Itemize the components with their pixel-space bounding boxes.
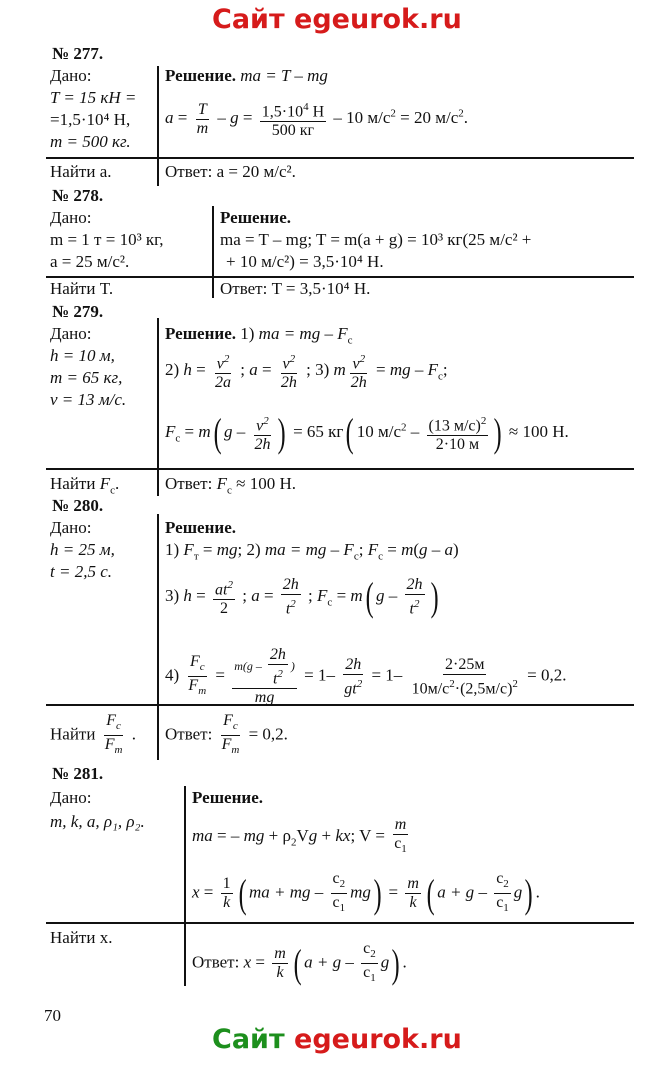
problem-278-answer: Ответ: T = 3,5·10⁴ Н. — [220, 279, 371, 298]
problem-278-solution-line-2: + 10 м/с²) = 3,5·10⁴ Н. — [226, 252, 384, 271]
problem-279-rule — [46, 468, 634, 470]
site-header-domain: egeurok.ru — [294, 4, 462, 35]
problem-280-solution-line-3: 4) $\frac{F_c}{F_т}$ = m(g – $\frac{2h}{t^2}$ ) mg = 1– $\frac{2h}{gt^2}$ = 1– $\frac{2\cdot 25м}{10м/с^2\cdot(2,5м/с)^2}$ = 0,2. — [165, 646, 567, 707]
problem-278-number: № 278. — [52, 186, 104, 205]
problem-277-find: Найти a. — [50, 162, 112, 181]
problem-281-solution-label: Решение. — [192, 788, 263, 807]
problem-279-number: № 279. — [52, 302, 104, 321]
problem-277-rule — [46, 157, 634, 159]
problem-280-given-2: t = 2,5 с. — [50, 562, 112, 581]
page-number: 70 — [44, 1006, 61, 1025]
problem-277-given-2: =1,5·10⁴ Н, — [50, 110, 131, 129]
problem-281-solution-line-1: ma = – mg + $\rho_2Vg$ + kx; V = $\frac{m}{c_1}$ — [192, 816, 407, 856]
problem-279-given-1: h = 10 м, — [50, 346, 115, 365]
site-footer-domain: egeurok.ru — [294, 1024, 462, 1055]
problem-280-solution-line-1: 1) $F_т$ = mg; 2) ma = mg – $F_c$; $F_c = m(g - a)$ — [165, 540, 459, 563]
problem-277-number: № 277. — [52, 44, 104, 63]
problem-279-solution-line-1: Решение. 1) ma = mg – $F_c$ — [165, 324, 353, 347]
problem-277-given-1: T = 15 кН = — [50, 88, 137, 107]
problem-278-find: Найти T. — [50, 279, 114, 298]
problem-280-given-1: h = 25 м, — [50, 540, 115, 559]
problem-279-answer: Ответ: $F_c \approx 100$ Н. — [165, 474, 296, 497]
problem-280-solution-line-2: 3) h = $\frac{at^2}{2}$ ; a = $\frac{2h}{t^2}$ ; $F_c = m$( g – $\frac{2h}{t^2}$ ) — [165, 574, 439, 620]
site-footer-prefix: Сайт — [212, 1024, 295, 1055]
problem-281-answer: Ответ: x = $\frac{m}{k}$ ( a + g – $\frac{c_2}{c_1}$ g) . — [192, 940, 407, 986]
problem-277-given-3: m = 500 кг. — [50, 132, 131, 151]
problem-279-solution-line-2: 2) h = $\frac{v^2}{2a}$ ; a = $\frac{v^2}{2h}$ ; 3) m $\frac{v^2}{2h}$ = mg – $F_c$; — [165, 350, 448, 392]
problem-279-given-2: m = 65 кг, — [50, 368, 123, 387]
site-header-prefix: Сайт — [212, 4, 295, 35]
problem-278-rule — [46, 276, 634, 278]
problem-278-given-label: Дано: — [50, 208, 92, 227]
site-footer — [212, 1024, 462, 1055]
problem-280-find: Найти $\frac{F_c}{F_т}$ . — [50, 712, 136, 757]
problem-279-given-label: Дано: — [50, 324, 92, 343]
problem-278-solution-line-1: ma = T – mg; T = m(a + g) = 10³ кг(25 м/с² + — [220, 230, 532, 249]
problem-279-find: Найти $F_c$. — [50, 474, 120, 497]
problem-278-given-2: a = 25 м/с². — [50, 252, 130, 271]
problem-281-solution-line-2: x = $\frac{1}{k}$ ( ma + mg – $\frac{c_2}{c_1}$ mg) = $\frac{m}{k}$ ( a + g – $\frac{c_2}{c_1}$ g) . — [192, 870, 540, 916]
problem-281-number: № 281. — [52, 764, 104, 783]
problem-280-divider — [157, 514, 159, 760]
problem-279-given-3: v = 13 м/с. — [50, 390, 127, 409]
problem-278-divider — [212, 206, 214, 298]
problem-280-answer: Ответ: $\frac{F_c}{F_т}$ = 0,2. — [165, 712, 288, 757]
problem-281-divider — [184, 786, 186, 986]
problem-279-solution-label: Решение. — [165, 324, 236, 343]
problem-281-given-1: m, k, a, ρ₁, ρ₂. — [50, 812, 145, 831]
problem-281-rule — [46, 922, 634, 924]
problem-277-answer: Ответ: a = 20 м/с². — [165, 162, 296, 181]
problem-277-given-label: Дано: — [50, 66, 92, 85]
problem-277-solution-label: Решение. — [165, 66, 236, 85]
problem-278-given-1: m = 1 т = 10³ кг, — [50, 230, 164, 249]
problem-277-divider — [157, 66, 159, 186]
problem-277-formula: a = $\frac{T}{m}$ – g = $\frac{1,5\cdot 10^4 Н}{500 кг}$ – 10 $м/с^2 = 20$ $м/с^2$. — [165, 98, 468, 140]
problem-281-given-label: Дано: — [50, 788, 92, 807]
problem-280-number: № 280. — [52, 496, 104, 515]
problem-279-solution-line-3: $F_c = m$( g – $\frac{v^2}{2h}$ ) = 65 кг( 10 $м/с^2$ – $\frac{(13 м/с)^2}{2\cdot 10 м}$ ) ≈ 100 Н. — [165, 410, 569, 456]
site-header — [212, 4, 462, 35]
problem-278-solution-label: Решение. — [220, 208, 291, 227]
problem-277-solution-line-1: Решение. ma = T – mg — [165, 66, 328, 85]
problem-280-solution-label: Решение. — [165, 518, 236, 537]
problem-281-find: Найти x. — [50, 928, 113, 947]
problem-280-given-label: Дано: — [50, 518, 92, 537]
